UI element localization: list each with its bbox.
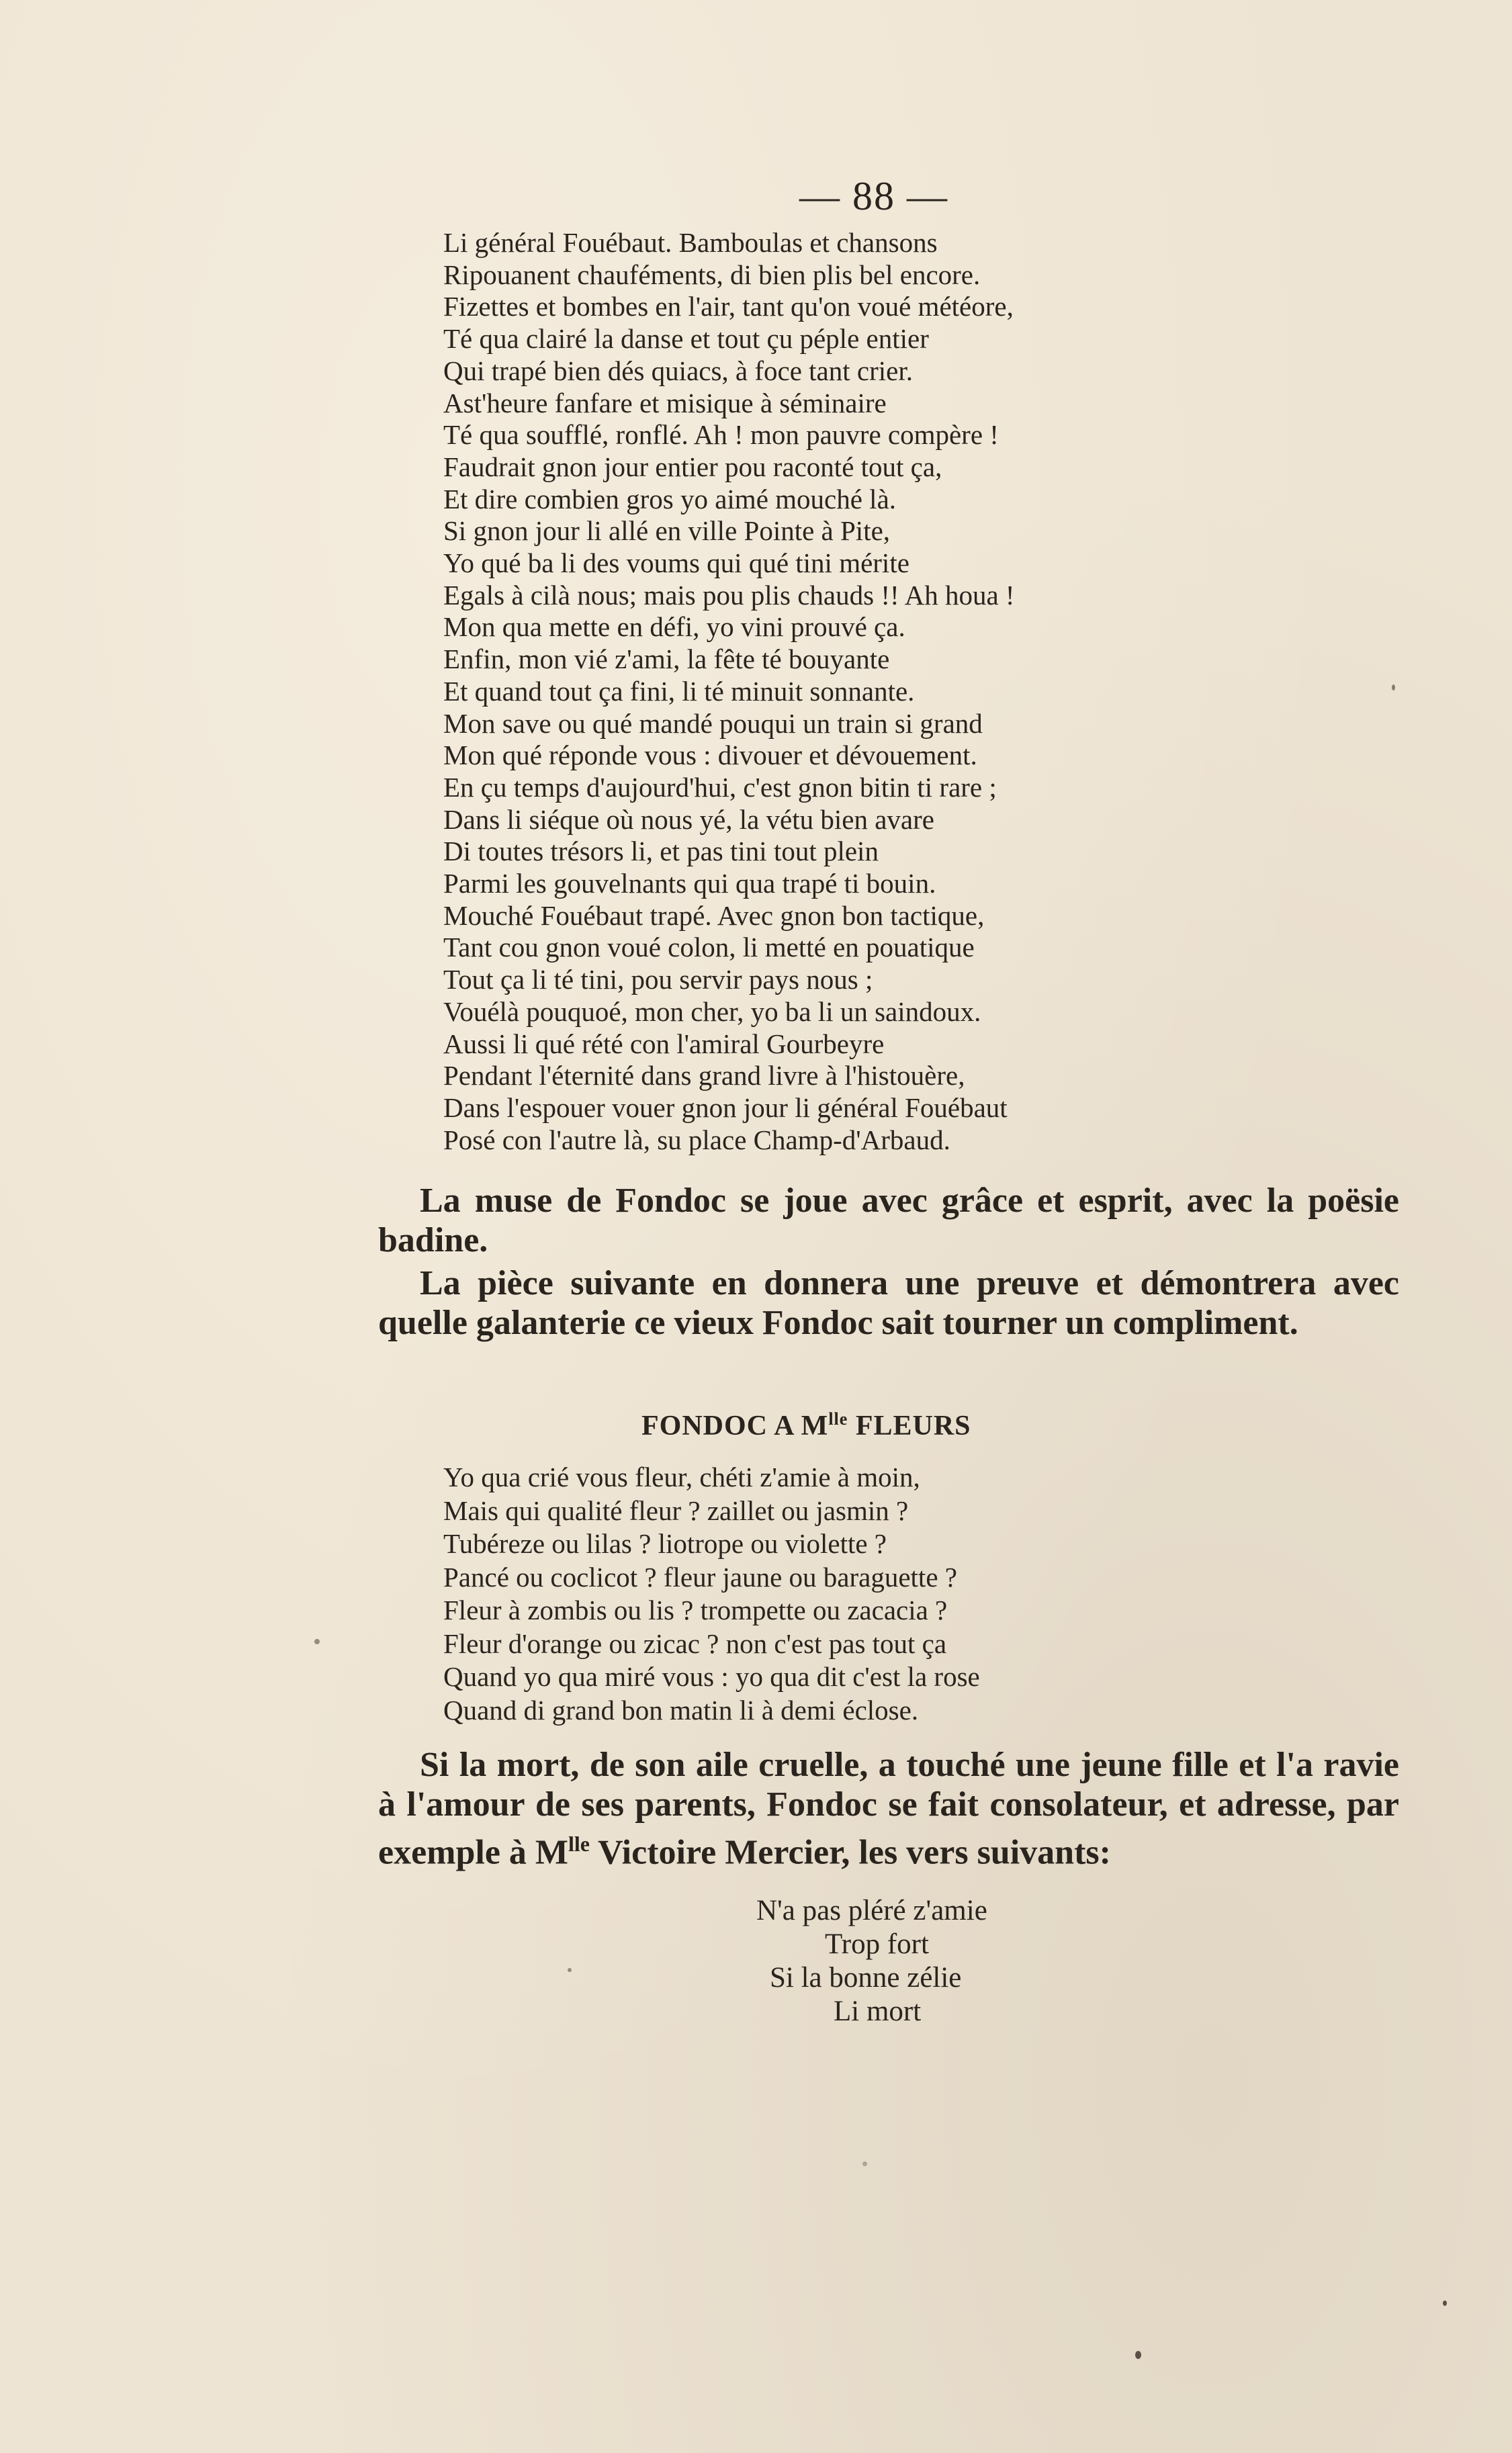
poem-line: Mon save ou qué mandé pouqui un train si grand: [443, 707, 983, 739]
poem-line: Dans l'espouer vouer gnon jour li général Fouébaut: [443, 1091, 1008, 1123]
poem-line: Tubéreze ou lilas ? liotrope ou violette ?: [443, 1528, 887, 1559]
poem-line: Egals à cilà nous; mais pou plis chauds !! Ah houa !: [443, 579, 1015, 611]
paper-speck: [862, 2161, 867, 2166]
poem-line: Posé con l'autre là, su place Champ-d'Arbaud.: [443, 1124, 950, 1155]
paper-speck: [1443, 2301, 1447, 2306]
poem-line: Et dire combien gros yo aimé mouché là.: [443, 483, 897, 515]
poem-line: Fleur d'orange ou zicac ? non c'est pas tout ça: [443, 1627, 947, 1659]
poem-line: Pancé ou coclicot ? fleur jaune ou baraguette ?: [443, 1561, 957, 1593]
prose-text: Si la mort, de son aile cruelle, a touché une jeune fille et l'a ravie à l'amour de ses parents, Fondoc se fait consolateur, et adresse, par exemple à M: [378, 1746, 1399, 1872]
poem-line: Di toutes trésors li, et pas tini tout plein: [443, 836, 879, 867]
epitaph-line: Trop fort: [825, 1928, 929, 1960]
poem-line: Parmi les gouvelnants qui qua trapé ti bouin.: [443, 868, 936, 899]
paper-speck: [568, 1968, 572, 1972]
paper-speck: [1135, 2351, 1141, 2359]
poem-line: Dans li siéque où nous yé, la vétu bien avare: [443, 803, 934, 835]
poem-line: Mais qui qualité fleur ? zaillet ou jasmin ?: [443, 1495, 909, 1526]
section-title-suffix: FLEURS: [848, 1411, 971, 1441]
poem-line: Té qua clairé la danse et tout çu péple entier: [443, 323, 929, 355]
poem-fouebaut: [443, 227, 1169, 1156]
page-number: — 88 —: [799, 174, 948, 218]
epitaph-line: Li mort: [834, 1996, 922, 2027]
section-title-sup: lle: [828, 1409, 848, 1429]
poem-line: Qui trapé bien dés quiacs, à foce tant crier.: [443, 355, 913, 386]
epitaph-line: Si la bonne zélie: [770, 1962, 962, 1994]
section-title: [641, 1409, 971, 1442]
prose-paragraph: [378, 1745, 1399, 1872]
poem-line: Li général Fouébaut. Bamboulas et chansons: [443, 227, 938, 258]
poem-line: Mouché Fouébaut trapé. Avec gnon bon tactique,: [443, 899, 985, 931]
poem-line: Ripouanent chauféments, di bien plis bel encore.: [443, 259, 981, 290]
prose-text: Victoire Mercier, les vers suivants:: [590, 1833, 1111, 1872]
poem-line: Pendant l'éternité dans grand livre à l'histouère,: [443, 1060, 965, 1091]
poem-line: Yo qué ba li des voums qui qué tini mérite: [443, 547, 909, 579]
poem-line: Enfin, mon vié z'ami, la fête té bouyante: [443, 643, 890, 675]
poem-line: Faudrait gnon jour entier pou raconté tout ça,: [443, 451, 942, 482]
poem-line: Tout ça li té tini, pou servir pays nous ;: [443, 964, 873, 995]
section-title-prefix: FONDOC A M: [641, 1411, 829, 1441]
poem-line: Vouélà pouquoé, mon cher, yo ba li un saindoux.: [443, 995, 981, 1027]
poem-line: Si gnon jour li allé en ville Pointe à Pite,: [443, 515, 891, 547]
prose-paragraph: La muse de Fondoc se joue avec grâce et esprit, avec la poësie badine.: [378, 1181, 1399, 1259]
poem-line: Fizettes et bombes en l'air, tant qu'on voué météore,: [443, 291, 1014, 322]
prose-sup: lle: [568, 1832, 590, 1856]
prose-paragraph: La pièce suivante en donnera une preuve et démontrera avec quelle galanterie ce vieux Fondoc sait tourner un compliment.: [378, 1264, 1399, 1342]
poem-line: Té qua soufflé, ronflé. Ah ! mon pauvre compère !: [443, 419, 999, 451]
poem-line: Quand di grand bon matin li à demi éclose.: [443, 1694, 919, 1726]
poem-line: Et quand tout ça fini, li té minuit sonnante.: [443, 675, 915, 707]
poem-line: Ast'heure fanfare et misique à séminaire: [443, 387, 887, 418]
poem-line: Quand yo qua miré vous : yo qua dit c'est la rose: [443, 1661, 980, 1692]
paper-speck: [314, 1639, 320, 1644]
poem-fleurs: [443, 1461, 1169, 1727]
poem-line: Mon qué réponde vous : divouer et dévouement.: [443, 740, 977, 771]
paper-speck: [1392, 684, 1395, 690]
poem-line: Yo qua crié vous fleur, chéti z'amie à moin,: [443, 1462, 920, 1492]
epitaph-line: N'a pas pléré z'amie: [756, 1895, 987, 1926]
poem-line: Fleur à zombis ou lis ? trompette ou zacacia ?: [443, 1595, 948, 1625]
poem-line: Aussi li qué rété con l'amiral Gourbeyre: [443, 1028, 885, 1059]
poem-line: Mon qua mette en défi, yo vini prouvé ça.: [443, 611, 905, 643]
poem-line: En çu temps d'aujourd'hui, c'est gnon bitin ti rare ;: [443, 771, 997, 803]
epitaph-verse: [0, 1894, 1512, 2028]
poem-line: Tant cou gnon voué colon, li metté en pouatique: [443, 932, 975, 963]
